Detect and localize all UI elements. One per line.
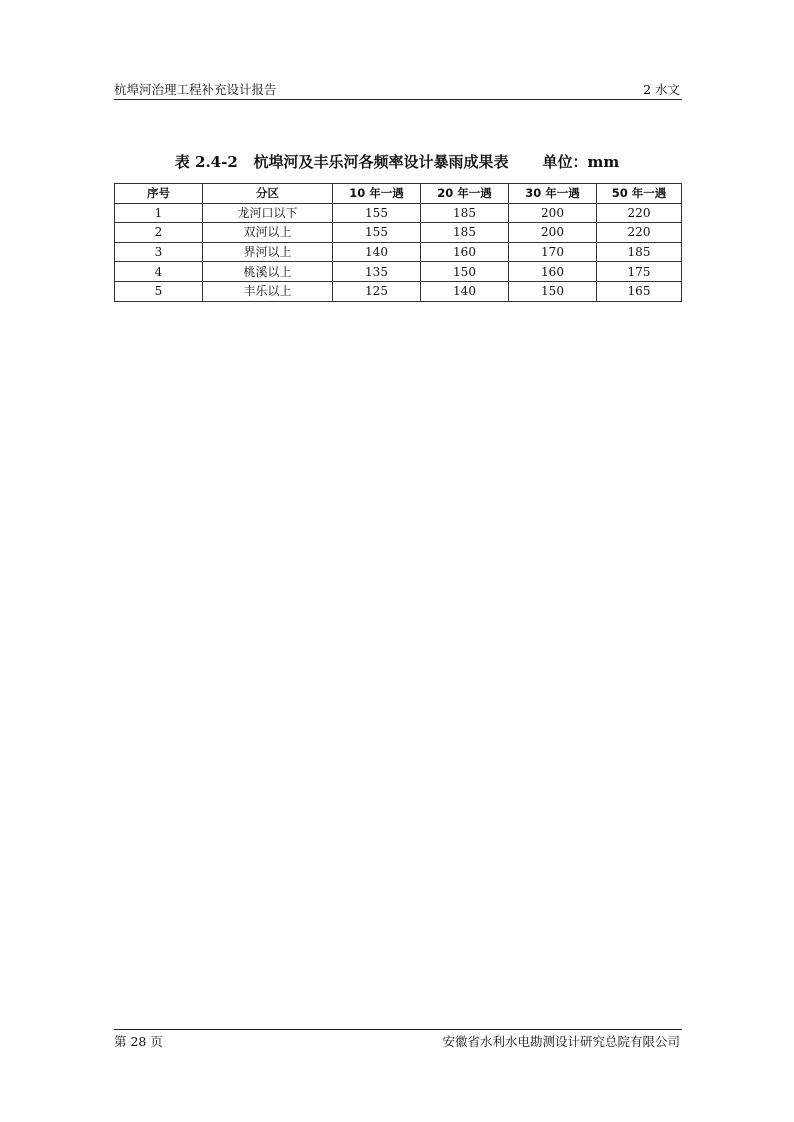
table-header-row	[115, 184, 682, 204]
table-cell: 150	[509, 281, 597, 301]
rainfall-table	[114, 183, 682, 302]
table-row	[115, 262, 682, 282]
chapter-label: 2 水文	[643, 82, 680, 97]
table-cell: 170	[509, 242, 597, 262]
table-cell: 5	[115, 281, 203, 301]
table-cell: 165	[597, 281, 682, 301]
table-cell: 双河以上	[203, 223, 333, 243]
table-unit: 单位：mm	[542, 153, 620, 171]
table-title: 表 2.4-2 杭埠河及丰乐河各频率设计暴雨成果表	[174, 153, 509, 171]
table-cell: 龙河口以下	[203, 203, 333, 223]
table-row	[115, 223, 682, 243]
table-cell: 220	[597, 203, 682, 223]
table-cell: 4	[115, 262, 203, 282]
table-cell: 丰乐以上	[203, 281, 333, 301]
table-caption	[0, 151, 794, 173]
column-header: 20 年一遇	[421, 184, 509, 204]
table-cell: 155	[333, 223, 421, 243]
table-cell: 125	[333, 281, 421, 301]
table-cell: 175	[597, 262, 682, 282]
table-row	[115, 242, 682, 262]
table-row	[115, 203, 682, 223]
column-header: 分区	[203, 184, 333, 204]
company-name: 安徽省水利水电勘测设计研究总院有限公司	[442, 1034, 680, 1049]
table-cell: 185	[421, 203, 509, 223]
page-header	[114, 80, 682, 100]
page-number: 第 28 页	[114, 1034, 163, 1049]
table-cell: 220	[597, 223, 682, 243]
column-header: 30 年一遇	[509, 184, 597, 204]
table-cell: 135	[333, 262, 421, 282]
table-cell: 桃溪以上	[203, 262, 333, 282]
table-cell: 160	[421, 242, 509, 262]
table-cell: 200	[509, 203, 597, 223]
report-title: 杭埠河治理工程补充设计报告	[114, 82, 277, 97]
column-header: 50 年一遇	[597, 184, 682, 204]
table-cell: 2	[115, 223, 203, 243]
page-footer	[114, 1029, 682, 1050]
table-cell: 185	[421, 223, 509, 243]
table-cell: 140	[421, 281, 509, 301]
column-header: 序号	[115, 184, 203, 204]
table-cell: 185	[597, 242, 682, 262]
table-cell: 155	[333, 203, 421, 223]
table-cell: 140	[333, 242, 421, 262]
table-cell: 1	[115, 203, 203, 223]
table-cell: 150	[421, 262, 509, 282]
table-cell: 200	[509, 223, 597, 243]
table-cell: 界河以上	[203, 242, 333, 262]
column-header: 10 年一遇	[333, 184, 421, 204]
table-cell: 160	[509, 262, 597, 282]
table-row	[115, 281, 682, 301]
table-cell: 3	[115, 242, 203, 262]
